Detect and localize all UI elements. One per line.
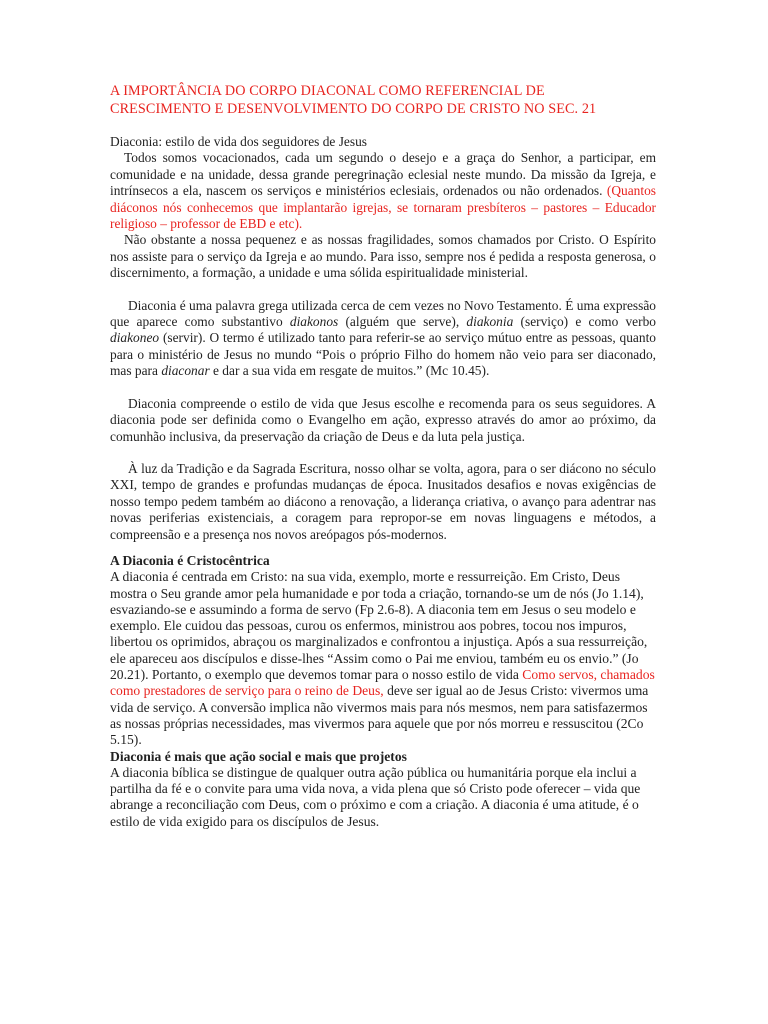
section-1-red-text: Como servos, chamados como prestadores de serviço para o reino de Deus, <box>110 667 655 699</box>
section-2-heading: Diaconia é mais que ação social e mais que projetos <box>110 748 407 764</box>
section-2-body: A diaconia bíblica se distingue de qualquer outra ação pública ou humanitária porque ela inclui a partilha da fé e o convite para uma vida nova, a vida plena que só Cristo pode oferecer – vida que abrange a reconciliação com Deus, com o próximo e com a criação. A diaconia é uma atitude, é o estilo de vida exigido para os discípulos de Jesus. <box>110 764 641 829</box>
section-1-body <box>110 569 656 748</box>
p3-text-c: (serviço) e como verbo <box>513 314 656 330</box>
section-1-heading: A Diaconia é Cristocêntrica <box>110 552 270 568</box>
subtitle: Diaconia: estilo de vida dos seguidores de Jesus <box>110 134 367 149</box>
section-cristocentrica <box>110 553 656 830</box>
document-title <box>110 82 656 118</box>
p3-text-d: (servir). O termo é utilizado tanto para referir-se ao serviço mútuo entre as pessoas, quanto para o ministério de Jesus no mundo “Pois o próprio Filho do homem não veio para ser diaconado, mas para <box>110 330 656 379</box>
paragraph-1-text: Todos somos vocacionados, cada um segundo o desejo e a graça do Senhor, a participar, em comunidade e na unidade, dessa grande peregrinação eclesial neste mundo. Da missão da Igreja, e intrínsecos a ela, nascem os serviços e ministérios eclesiais, ordenados ou não ordenados. <box>110 150 656 199</box>
p3-text-b: (alguém que serve), <box>338 314 467 330</box>
title-line-1: A IMPORTÂNCIA DO CORPO DIACONAL COMO REFERENCIAL DE <box>110 83 545 99</box>
section-1-text-a: A diaconia é centrada em Cristo: na sua vida, exemplo, morte e ressurreição. Em Cristo, Deus mostra o Seu grande amor pela humanidade e por toda a criação, tornando-se um de nós (Jo 1.14), esvaziando-se e assumindo a forma de servo (Fp 2.6-8). A diaconia tem em Jesus o seu modelo e exemplo. Ele cuidou das pessoas, curou os enfermos, ministrou aos pobres, tocou nos impuros, libertou os oprimidos, abraçou os marginalizados e confrontou a injustiça. Após a sua ressurreição, ele apareceu aos discípulos e disse-lhes “Assim como o Pai me enviou, também eu os envio.” (Jo 20.21). Portanto, o exemplo que devemos tomar para o nosso estilo de vida <box>110 569 648 683</box>
term-diaconar: diaconar <box>161 363 210 379</box>
term-diakonos: diakonos <box>289 314 339 330</box>
paragraph-1-red-note: (Quantos diáconos nós conhecemos que implantarão igrejas, se tornaram presbíteros – pastores – Educador religioso – professor de EBD e etc). <box>110 183 656 232</box>
paragraph-1 <box>110 150 656 232</box>
term-diakoneo: diakoneo <box>110 330 160 346</box>
paragraph-4: Diaconia compreende o estilo de vida que Jesus escolhe e recomenda para os seus seguidores. A diaconia pode ser definida como o Evangelho em ação, expresso através do amor ao próximo, da comunhão inclusiva, da preservação da criação de Deus e da luta pela justiça. <box>110 395 656 444</box>
term-diakonia: diakonia <box>466 314 514 330</box>
section-1-text-b: deve ser igual ao de Jesus Cristo: vivermos uma vida de serviço. A conversão implica não vivermos mais para nós mesmos, nem para satisfazermos as nossas próprias necessidades, mas vivermos para aquele que por nós morreu e ressuscitou (2Co 5.15). <box>110 683 649 748</box>
title-line-2: CRESCIMENTO E DESENVOLVIMENTO DO CORPO DE CRISTO NO SEC. 21 <box>110 101 597 117</box>
paragraph-5: À luz da Tradição e da Sagrada Escritura, nosso olhar se volta, agora, para o ser diácono no século XXI, tempo de grandes e profundas mudanças de época. Inusitados desafios e novas exigências de nosso tempo pedem também ao diácono a renovação, a liderança criativa, o avanço para adentrar nas novas periferias existenciais, a coragem para repropor-se em novas linguagens e métodos, a compreensão e a presença nos novos areópagos pós-modernos. <box>110 460 656 542</box>
p3-text-a: Diaconia é uma palavra grega utilizada cerca de cem vezes no Novo Testamento. É uma expressão que aparece como substantivo <box>110 297 656 330</box>
paragraph-2: Não obstante a nossa pequenez e as nossas fragilidades, somos chamados por Cristo. O Espírito nos assiste para o serviço da Igreja e ao mundo. Para isso, sempre nos é pedida a resposta generosa, o discernimento, a formação, a unidade e uma sólida espiritualidade ministerial. <box>110 232 656 281</box>
paragraph-3 <box>110 298 656 380</box>
p3-text-e: e dar a sua vida em resgate de muitos.” (Mc 10.45). <box>209 363 490 379</box>
document-page <box>110 82 656 830</box>
